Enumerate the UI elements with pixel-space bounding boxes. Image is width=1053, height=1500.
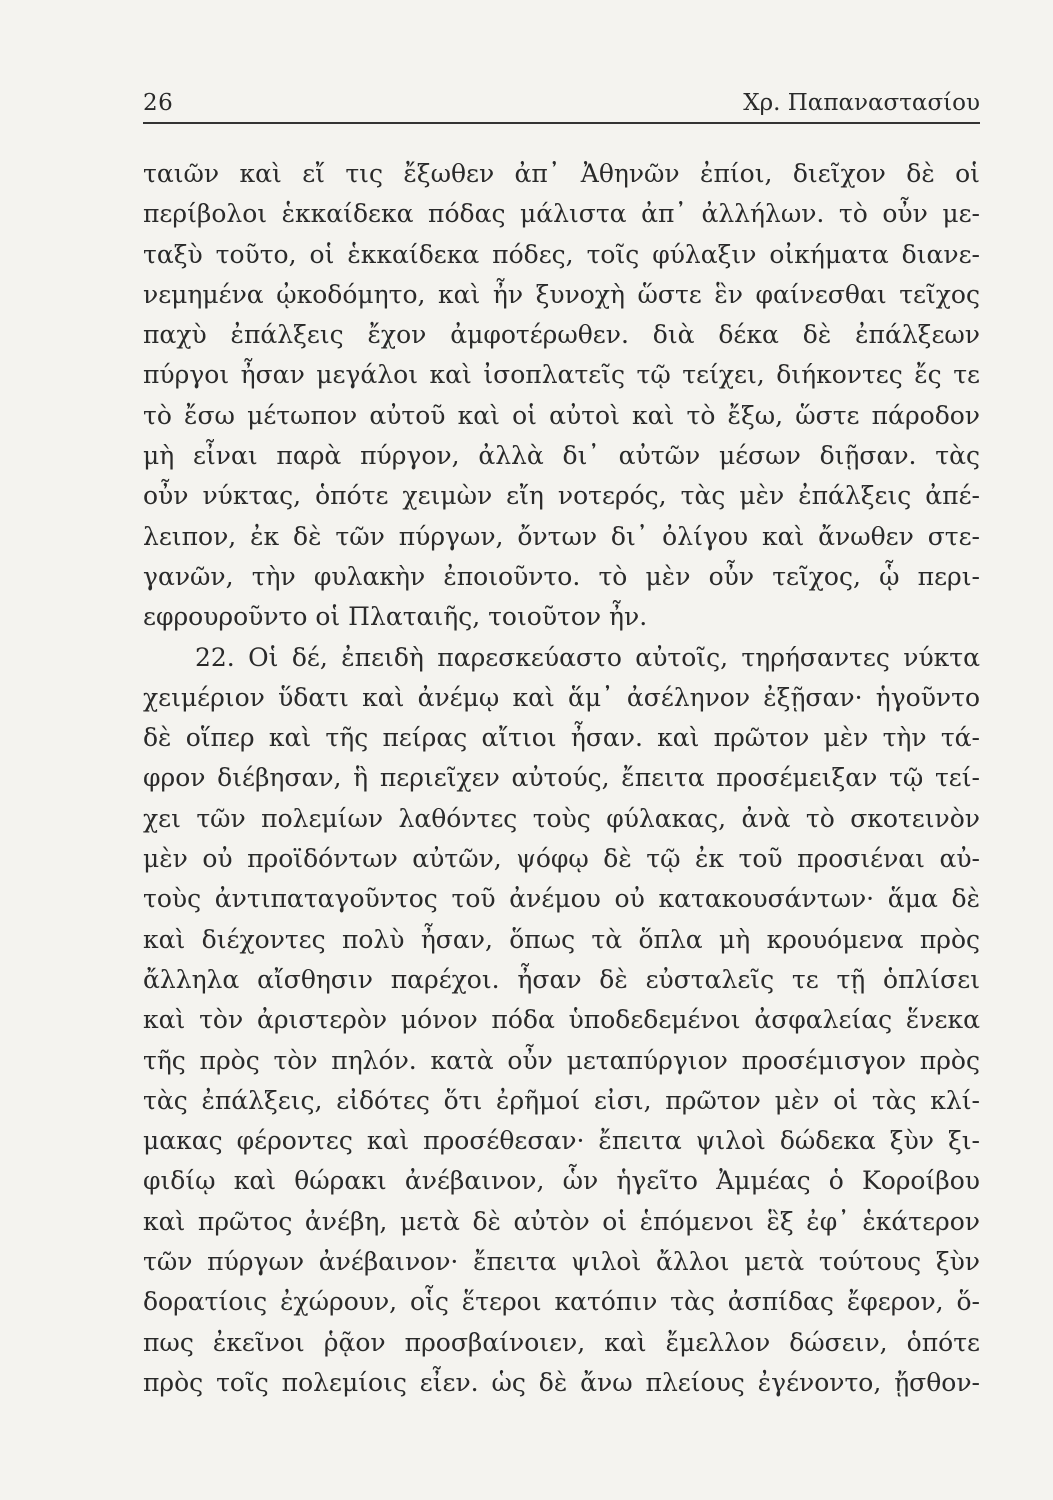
text-line: νεμημένα ᾠκοδόμητο, καὶ ἦν ξυνοχὴ ὥστε ἓν φαίνεσθαι τεῖχος xyxy=(143,279,980,309)
text-line: φιδίῳ καὶ θώρακι ἀνέβαινον, ὧν ἡγεῖτο Ἀμμέας ὁ Κοροίβου xyxy=(143,1166,980,1196)
text-line: τοὺς ἀντιπαταγοῦντος τοῦ ἀνέμου οὐ κατακουσάντων· ἅμα δὲ xyxy=(143,884,980,914)
text-line: λειπον, ἐκ δὲ τῶν πύργων, ὄντων δι᾿ ὀλίγου καὶ ἄνωθεν στε- xyxy=(143,521,980,551)
text-line: τὸ ἔσω μέτωπον αὐτοῦ καὶ οἱ αὐτοὶ καὶ τὸ ἔξω, ὥστε πάροδον xyxy=(143,400,980,430)
text-line: τῆς πρὸς τὸν πηλόν. κατὰ οὖν μεταπύργιον προσέμισγον πρὸς xyxy=(143,1045,980,1075)
running-head: Χρ. Παπαναστασίου xyxy=(743,90,980,116)
text-line: ἄλληλα αἴσθησιν παρέχοι. ἦσαν δὲ εὐσταλεῖς τε τῇ ὁπλίσει xyxy=(143,964,980,994)
text-line: οὖν νύκτας, ὁπότε χειμὼν εἴη νοτερός, τὰς μὲν ἐπάλξεις ἀπέ- xyxy=(143,481,980,511)
text-line: καὶ διέχοντες πολὺ ἦσαν, ὅπως τὰ ὅπλα μὴ κρουόμενα πρὸς xyxy=(143,924,980,954)
text-line: δορατίοις ἐχώρουν, οἷς ἕτεροι κατόπιν τὰς ἀσπίδας ἔφερον, ὅ- xyxy=(143,1287,980,1317)
text-line: δὲ οἵπερ καὶ τῆς πείρας αἴτιοι ἦσαν. καὶ πρῶτον μὲν τὴν τά- xyxy=(143,723,980,753)
text-line: καὶ τὸν ἀριστερὸν μόνον πόδα ὑποδεδεμένοι ἀσφαλείας ἕνεκα xyxy=(143,1005,980,1035)
text-line: παχὺ ἐπάλξεις ἔχον ἀμφοτέρωθεν. διὰ δέκα δὲ ἐπάλξεων xyxy=(143,320,980,350)
text-line: μὴ εἶναι παρὰ πύργον, ἀλλὰ δι᾿ αὐτῶν μέσων διῇσαν. τὰς xyxy=(143,441,980,471)
text-line: μακας φέροντες καὶ προσέθεσαν· ἔπειτα ψιλοὶ δώδεκα ξὺν ξι- xyxy=(143,1126,980,1156)
text-line: εφρουροῦντο οἱ Πλαταιῆς, τοιοῦτον ἦν. xyxy=(143,602,648,632)
text-line: καὶ πρῶτος ἀνέβη, μετὰ δὲ αὐτὸν οἱ ἑπόμενοι ἓξ ἐφ᾿ ἑκάτερον xyxy=(143,1206,980,1236)
text-line: φρον διέβησαν, ἣ περιεῖχεν αὐτούς, ἔπειτα προσέμειξαν τῷ τεί- xyxy=(143,763,980,793)
text-line: τῶν πύργων ἀνέβαινον· ἔπειτα ψιλοὶ ἄλλοι μετὰ τούτους ξὺν xyxy=(143,1247,980,1277)
section-start-line: 22. Οἱ δέ, ἐπειδὴ παρεσκεύαστο αὐτοῖς, τηρήσαντες νύκτα xyxy=(195,642,980,672)
page-number: 26 xyxy=(143,90,174,116)
body-text xyxy=(143,154,980,1403)
page-header xyxy=(143,82,980,124)
text-line: τὰς ἐπάλξεις, εἰδότες ὅτι ἐρῆμοί εἰσι, πρῶτον μὲν οἱ τὰς κλί- xyxy=(143,1085,980,1115)
text-line: χειμέριον ὕδατι καὶ ἀνέμῳ καὶ ἅμ᾿ ἀσέληνον ἐξῇσαν· ἡγοῦντο xyxy=(143,682,980,712)
text-line: πρὸς τοῖς πολεμίοις εἶεν. ὡς δὲ ἄνω πλείους ἐγένοντο, ᾔσθον- xyxy=(143,1367,980,1397)
text-line: πύργοι ἦσαν μεγάλοι καὶ ἰσοπλατεῖς τῷ τείχει, διήκοντες ἔς τε xyxy=(143,360,980,390)
text-line: πως ἐκεῖνοι ῥᾷον προσβαίνοιεν, καὶ ἔμελλον δώσειν, ὁπότε xyxy=(143,1327,980,1357)
text-line: γανῶν, τὴν φυλακὴν ἐποιοῦντο. τὸ μὲν οὖν τεῖχος, ᾧ περι- xyxy=(143,561,980,591)
text-line: ταιῶν καὶ εἴ τις ἔξωθεν ἀπ᾿ Ἀθηνῶν ἐπίοι, διεῖχον δὲ οἱ xyxy=(143,159,980,188)
text-line: περίβολοι ἑκκαίδεκα πόδας μάλιστα ἀπ᾿ ἀλλήλων. τὸ οὖν με- xyxy=(143,199,980,229)
text-line: μὲν οὐ προϊδόντων αὐτῶν, ψόφῳ δὲ τῷ ἐκ τοῦ προσιέναι αὐ- xyxy=(143,844,980,874)
text-line: χει τῶν πολεμίων λαθόντες τοὺς φύλακας, ἀνὰ τὸ σκοτεινὸν xyxy=(143,803,980,833)
text-line: ταξὺ τοῦτο, οἱ ἑκκαίδεκα πόδες, τοῖς φύλαξιν οἰκήματα διανε- xyxy=(143,239,980,269)
